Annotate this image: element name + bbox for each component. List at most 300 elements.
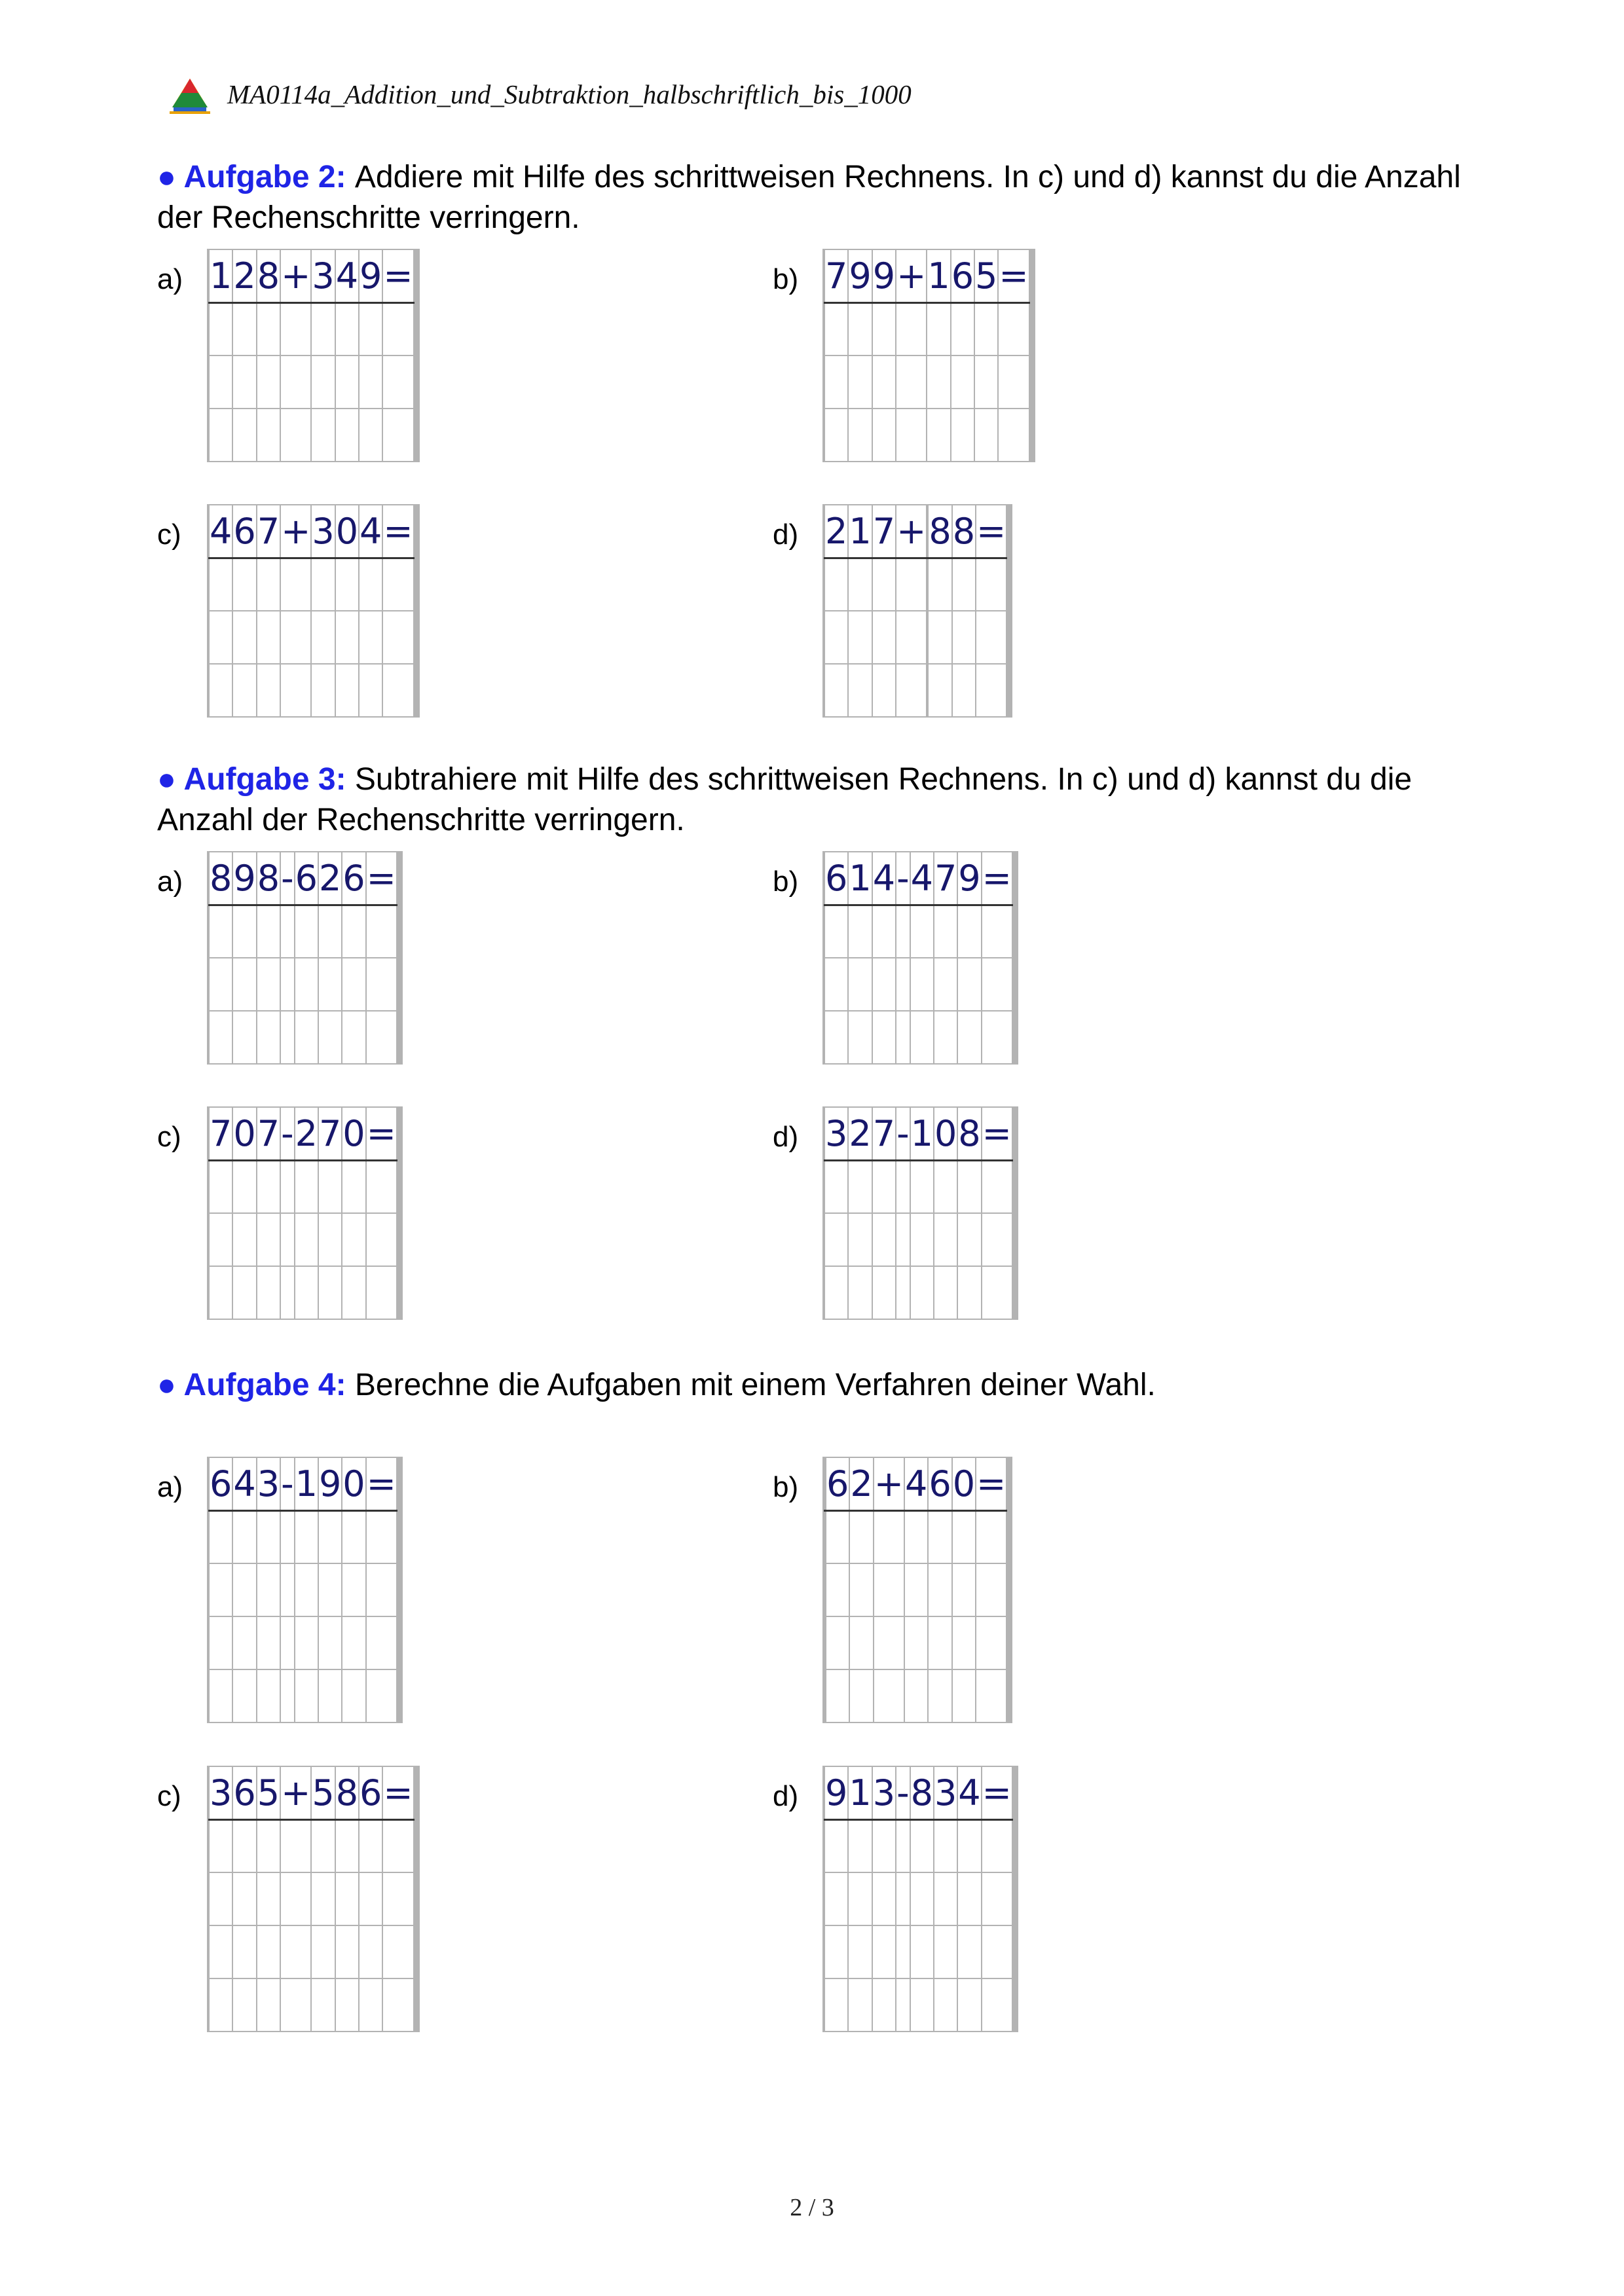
answer-cell[interactable]: [209, 664, 232, 717]
answer-cell[interactable]: [232, 611, 256, 664]
answer-cell[interactable]: [848, 1266, 872, 1319]
answer-cell[interactable]: [232, 958, 256, 1011]
answer-cell[interactable]: [280, 1011, 295, 1064]
answer-cell[interactable]: [928, 664, 951, 717]
answer-cell[interactable]: [232, 664, 256, 717]
answer-cell[interactable]: [335, 611, 359, 664]
answer-cell[interactable]: [824, 1160, 848, 1213]
answer-cell[interactable]: [998, 409, 1029, 462]
answer-cell[interactable]: [257, 611, 280, 664]
answer-cell[interactable]: [849, 1669, 873, 1722]
answer-cell[interactable]: [1033, 249, 1035, 302]
answer-cell[interactable]: [366, 1510, 397, 1563]
answer-cell[interactable]: [366, 1266, 397, 1319]
answer-cell[interactable]: [366, 1616, 397, 1669]
answer-cell[interactable]: [874, 1616, 904, 1669]
answer-cell[interactable]: [982, 1266, 1012, 1319]
answer-cell[interactable]: [874, 1563, 904, 1616]
answer-cell[interactable]: [366, 1213, 397, 1266]
answer-cell[interactable]: [280, 558, 311, 611]
answer-cell[interactable]: [824, 1872, 848, 1925]
answer-cell[interactable]: [951, 302, 974, 355]
answer-cell[interactable]: [318, 1266, 342, 1319]
answer-cell[interactable]: [257, 1213, 280, 1266]
answer-cell[interactable]: [957, 1819, 981, 1872]
answer-cell[interactable]: [280, 409, 311, 462]
answer-cell[interactable]: [311, 1978, 335, 2032]
answer-cell[interactable]: [826, 1563, 849, 1616]
answer-cell[interactable]: [401, 905, 402, 958]
answer-cell[interactable]: [896, 664, 927, 717]
answer-cell[interactable]: [318, 1563, 342, 1616]
answer-cell[interactable]: [318, 1213, 342, 1266]
answer-cell[interactable]: [401, 1616, 402, 1669]
answer-cell[interactable]: [366, 1160, 397, 1213]
answer-cell[interactable]: [848, 1819, 872, 1872]
answer-cell[interactable]: [872, 1213, 896, 1266]
answer-cell[interactable]: [318, 1160, 342, 1213]
answer-cell[interactable]: [934, 1819, 957, 1872]
answer-cell[interactable]: [311, 1819, 335, 1872]
answer-cell[interactable]: [232, 409, 256, 462]
answer-cell[interactable]: [952, 611, 976, 664]
answer-cell[interactable]: [928, 1510, 951, 1563]
answer-cell[interactable]: [401, 1510, 402, 1563]
answer-cell[interactable]: [232, 558, 256, 611]
answer-cell[interactable]: [934, 1160, 957, 1213]
answer-cell[interactable]: [872, 958, 896, 1011]
answer-cell[interactable]: [209, 1563, 232, 1616]
answer-cell[interactable]: [295, 905, 318, 958]
answer-cell[interactable]: [359, 1925, 382, 1978]
answer-cell[interactable]: [872, 1160, 896, 1213]
answer-cell[interactable]: [1016, 1107, 1018, 1160]
answer-cell[interactable]: [311, 1925, 335, 1978]
answer-cell[interactable]: [257, 1819, 280, 1872]
answer-cell[interactable]: [1010, 664, 1012, 717]
answer-cell[interactable]: [335, 1872, 359, 1925]
answer-cell[interactable]: [342, 1563, 365, 1616]
answer-cell[interactable]: [896, 1011, 910, 1064]
answer-cell[interactable]: [976, 558, 1006, 611]
answer-cell[interactable]: [872, 409, 896, 462]
answer-cell[interactable]: [934, 1872, 957, 1925]
answer-cell[interactable]: [359, 611, 382, 664]
answer-cell[interactable]: [280, 1160, 295, 1213]
answer-cell[interactable]: [295, 1669, 318, 1722]
answer-cell[interactable]: [896, 611, 927, 664]
answer-cell[interactable]: [280, 302, 311, 355]
answer-cell[interactable]: [872, 664, 896, 717]
answer-cell[interactable]: [280, 1872, 311, 1925]
answer-cell[interactable]: [848, 302, 872, 355]
answer-cell[interactable]: [401, 1213, 402, 1266]
answer-cell[interactable]: [982, 1872, 1012, 1925]
answer-cell[interactable]: [257, 1160, 280, 1213]
answer-cell[interactable]: [257, 1616, 280, 1669]
answer-cell[interactable]: [342, 1510, 365, 1563]
answer-cell[interactable]: [824, 664, 848, 717]
answer-cell[interactable]: [382, 664, 413, 717]
answer-cell[interactable]: [1010, 1563, 1012, 1616]
answer-cell[interactable]: [209, 1266, 232, 1319]
answer-cell[interactable]: [418, 1766, 419, 1819]
answer-cell[interactable]: [904, 1616, 928, 1669]
answer-cell[interactable]: [872, 1925, 896, 1978]
answer-cell[interactable]: [359, 558, 382, 611]
answer-cell[interactable]: [257, 558, 280, 611]
answer-cell[interactable]: [976, 611, 1006, 664]
answer-cell[interactable]: [910, 905, 934, 958]
answer-cell[interactable]: [418, 1819, 419, 1872]
answer-cell[interactable]: [257, 1669, 280, 1722]
answer-cell[interactable]: [957, 1925, 981, 1978]
answer-cell[interactable]: [848, 1925, 872, 1978]
answer-cell[interactable]: [366, 1669, 397, 1722]
answer-cell[interactable]: [257, 1510, 280, 1563]
answer-cell[interactable]: [874, 1669, 904, 1722]
answer-cell[interactable]: [824, 611, 848, 664]
answer-cell[interactable]: [1016, 1872, 1018, 1925]
answer-cell[interactable]: [280, 1266, 295, 1319]
answer-cell[interactable]: [257, 302, 280, 355]
answer-cell[interactable]: [848, 664, 872, 717]
answer-cell[interactable]: [280, 1978, 311, 2032]
answer-cell[interactable]: [209, 302, 232, 355]
answer-cell[interactable]: [934, 958, 957, 1011]
answer-cell[interactable]: [1010, 505, 1012, 558]
answer-cell[interactable]: [896, 905, 910, 958]
answer-cell[interactable]: [232, 302, 256, 355]
answer-cell[interactable]: [928, 1616, 951, 1669]
answer-cell[interactable]: [295, 1266, 318, 1319]
answer-cell[interactable]: [418, 558, 419, 611]
answer-cell[interactable]: [952, 558, 976, 611]
answer-cell[interactable]: [366, 1563, 397, 1616]
answer-cell[interactable]: [280, 958, 295, 1011]
answer-cell[interactable]: [232, 1616, 256, 1669]
answer-cell[interactable]: [848, 905, 872, 958]
answer-cell[interactable]: [280, 611, 311, 664]
answer-cell[interactable]: [418, 1872, 419, 1925]
answer-cell[interactable]: [232, 1872, 256, 1925]
answer-cell[interactable]: [209, 905, 232, 958]
answer-cell[interactable]: [311, 355, 335, 409]
answer-cell[interactable]: [342, 1669, 365, 1722]
answer-cell[interactable]: [335, 1925, 359, 1978]
answer-cell[interactable]: [335, 409, 359, 462]
answer-cell[interactable]: [957, 905, 981, 958]
answer-cell[interactable]: [232, 1213, 256, 1266]
answer-cell[interactable]: [927, 302, 950, 355]
answer-cell[interactable]: [896, 302, 927, 355]
answer-cell[interactable]: [209, 611, 232, 664]
answer-cell[interactable]: [257, 355, 280, 409]
answer-cell[interactable]: [418, 1978, 419, 2032]
answer-cell[interactable]: [824, 1213, 848, 1266]
answer-cell[interactable]: [335, 1978, 359, 2032]
answer-cell[interactable]: [232, 1011, 256, 1064]
answer-cell[interactable]: [209, 558, 232, 611]
answer-cell[interactable]: [976, 1616, 1006, 1669]
answer-cell[interactable]: [342, 905, 365, 958]
answer-cell[interactable]: [957, 1213, 981, 1266]
answer-cell[interactable]: [1016, 1160, 1018, 1213]
answer-cell[interactable]: [209, 958, 232, 1011]
answer-cell[interactable]: [1010, 1669, 1012, 1722]
answer-cell[interactable]: [209, 1978, 232, 2032]
answer-cell[interactable]: [342, 958, 365, 1011]
answer-cell[interactable]: [311, 558, 335, 611]
answer-cell[interactable]: [232, 905, 256, 958]
answer-cell[interactable]: [957, 1160, 981, 1213]
answer-cell[interactable]: [382, 302, 413, 355]
answer-cell[interactable]: [952, 1669, 976, 1722]
answer-cell[interactable]: [824, 409, 848, 462]
answer-cell[interactable]: [1033, 355, 1035, 409]
answer-cell[interactable]: [872, 905, 896, 958]
answer-cell[interactable]: [1010, 611, 1012, 664]
answer-cell[interactable]: [359, 409, 382, 462]
answer-cell[interactable]: [1016, 1819, 1018, 1872]
answer-cell[interactable]: [824, 1011, 848, 1064]
answer-cell[interactable]: [366, 905, 397, 958]
answer-cell[interactable]: [401, 852, 402, 905]
answer-cell[interactable]: [1016, 1978, 1018, 2032]
answer-cell[interactable]: [1016, 958, 1018, 1011]
answer-cell[interactable]: [982, 1978, 1012, 2032]
answer-cell[interactable]: [232, 1819, 256, 1872]
answer-cell[interactable]: [318, 958, 342, 1011]
answer-cell[interactable]: [849, 1563, 873, 1616]
answer-cell[interactable]: [824, 355, 848, 409]
answer-cell[interactable]: [342, 1213, 365, 1266]
answer-cell[interactable]: [257, 1266, 280, 1319]
answer-cell[interactable]: [1010, 558, 1012, 611]
answer-cell[interactable]: [209, 1616, 232, 1669]
answer-cell[interactable]: [927, 355, 950, 409]
answer-cell[interactable]: [934, 1011, 957, 1064]
answer-cell[interactable]: [872, 1266, 896, 1319]
answer-cell[interactable]: [849, 1616, 873, 1669]
answer-cell[interactable]: [934, 1266, 957, 1319]
answer-cell[interactable]: [232, 1160, 256, 1213]
answer-cell[interactable]: [896, 1213, 910, 1266]
answer-cell[interactable]: [401, 1266, 402, 1319]
answer-cell[interactable]: [418, 505, 419, 558]
answer-cell[interactable]: [910, 1011, 934, 1064]
answer-cell[interactable]: [976, 1669, 1006, 1722]
answer-cell[interactable]: [295, 1213, 318, 1266]
answer-cell[interactable]: [982, 1213, 1012, 1266]
answer-cell[interactable]: [382, 1925, 413, 1978]
answer-cell[interactable]: [910, 1925, 934, 1978]
answer-cell[interactable]: [910, 1978, 934, 2032]
answer-cell[interactable]: [952, 1616, 976, 1669]
answer-cell[interactable]: [824, 1266, 848, 1319]
answer-cell[interactable]: [318, 1669, 342, 1722]
answer-cell[interactable]: [257, 664, 280, 717]
answer-cell[interactable]: [401, 1107, 402, 1160]
answer-cell[interactable]: [824, 958, 848, 1011]
answer-cell[interactable]: [896, 409, 927, 462]
answer-cell[interactable]: [952, 664, 976, 717]
answer-cell[interactable]: [401, 1011, 402, 1064]
answer-cell[interactable]: [280, 905, 295, 958]
answer-cell[interactable]: [1016, 1766, 1018, 1819]
answer-cell[interactable]: [928, 611, 951, 664]
answer-cell[interactable]: [872, 302, 896, 355]
answer-cell[interactable]: [311, 1872, 335, 1925]
answer-cell[interactable]: [232, 1266, 256, 1319]
answer-cell[interactable]: [335, 355, 359, 409]
answer-cell[interactable]: [342, 1616, 365, 1669]
answer-cell[interactable]: [280, 1669, 295, 1722]
answer-cell[interactable]: [335, 302, 359, 355]
answer-cell[interactable]: [957, 958, 981, 1011]
answer-cell[interactable]: [934, 1925, 957, 1978]
answer-cell[interactable]: [1033, 302, 1035, 355]
answer-cell[interactable]: [342, 1160, 365, 1213]
answer-cell[interactable]: [335, 558, 359, 611]
answer-cell[interactable]: [257, 1978, 280, 2032]
answer-cell[interactable]: [382, 409, 413, 462]
answer-cell[interactable]: [359, 1872, 382, 1925]
answer-cell[interactable]: [957, 1011, 981, 1064]
answer-cell[interactable]: [824, 1925, 848, 1978]
answer-cell[interactable]: [232, 355, 256, 409]
answer-cell[interactable]: [382, 1872, 413, 1925]
answer-cell[interactable]: [848, 1011, 872, 1064]
answer-cell[interactable]: [401, 1563, 402, 1616]
answer-cell[interactable]: [382, 355, 413, 409]
answer-cell[interactable]: [280, 1616, 295, 1669]
answer-cell[interactable]: [974, 355, 998, 409]
answer-cell[interactable]: [848, 1872, 872, 1925]
answer-cell[interactable]: [976, 1510, 1006, 1563]
answer-cell[interactable]: [826, 1510, 849, 1563]
answer-cell[interactable]: [951, 409, 974, 462]
answer-cell[interactable]: [232, 1669, 256, 1722]
answer-cell[interactable]: [295, 1616, 318, 1669]
answer-cell[interactable]: [904, 1669, 928, 1722]
answer-cell[interactable]: [934, 1978, 957, 2032]
answer-cell[interactable]: [311, 664, 335, 717]
answer-cell[interactable]: [232, 1925, 256, 1978]
answer-cell[interactable]: [209, 1011, 232, 1064]
answer-cell[interactable]: [295, 1563, 318, 1616]
answer-cell[interactable]: [232, 1563, 256, 1616]
answer-cell[interactable]: [382, 1819, 413, 1872]
answer-cell[interactable]: [280, 664, 311, 717]
answer-cell[interactable]: [904, 1510, 928, 1563]
answer-cell[interactable]: [982, 1011, 1012, 1064]
answer-cell[interactable]: [318, 1510, 342, 1563]
answer-cell[interactable]: [418, 249, 419, 302]
answer-cell[interactable]: [311, 409, 335, 462]
answer-cell[interactable]: [280, 1819, 311, 1872]
answer-cell[interactable]: [295, 1160, 318, 1213]
answer-cell[interactable]: [928, 1669, 951, 1722]
answer-cell[interactable]: [1016, 852, 1018, 905]
answer-cell[interactable]: [824, 558, 848, 611]
answer-cell[interactable]: [280, 1925, 311, 1978]
answer-cell[interactable]: [1033, 409, 1035, 462]
answer-cell[interactable]: [257, 1563, 280, 1616]
answer-cell[interactable]: [951, 355, 974, 409]
answer-cell[interactable]: [849, 1510, 873, 1563]
answer-cell[interactable]: [382, 558, 413, 611]
answer-cell[interactable]: [209, 1213, 232, 1266]
answer-cell[interactable]: [872, 1872, 896, 1925]
answer-cell[interactable]: [318, 1011, 342, 1064]
answer-cell[interactable]: [232, 1978, 256, 2032]
answer-cell[interactable]: [382, 1978, 413, 2032]
answer-cell[interactable]: [1016, 1213, 1018, 1266]
answer-cell[interactable]: [1010, 1616, 1012, 1669]
answer-cell[interactable]: [976, 1563, 1006, 1616]
answer-cell[interactable]: [952, 1510, 976, 1563]
answer-cell[interactable]: [910, 1872, 934, 1925]
answer-cell[interactable]: [872, 611, 896, 664]
answer-cell[interactable]: [952, 1563, 976, 1616]
answer-cell[interactable]: [280, 355, 311, 409]
answer-cell[interactable]: [928, 1563, 951, 1616]
answer-cell[interactable]: [872, 1011, 896, 1064]
answer-cell[interactable]: [209, 1872, 232, 1925]
answer-cell[interactable]: [896, 958, 910, 1011]
answer-cell[interactable]: [1010, 1510, 1012, 1563]
answer-cell[interactable]: [401, 1669, 402, 1722]
answer-cell[interactable]: [976, 664, 1006, 717]
answer-cell[interactable]: [998, 302, 1029, 355]
answer-cell[interactable]: [1016, 1925, 1018, 1978]
answer-cell[interactable]: [342, 1011, 365, 1064]
answer-cell[interactable]: [896, 1978, 910, 2032]
answer-cell[interactable]: [1016, 905, 1018, 958]
answer-cell[interactable]: [359, 1819, 382, 1872]
answer-cell[interactable]: [982, 1925, 1012, 1978]
answer-cell[interactable]: [257, 409, 280, 462]
answer-cell[interactable]: [335, 1819, 359, 1872]
answer-cell[interactable]: [209, 1925, 232, 1978]
answer-cell[interactable]: [257, 1872, 280, 1925]
answer-cell[interactable]: [826, 1669, 849, 1722]
answer-cell[interactable]: [910, 1266, 934, 1319]
answer-cell[interactable]: [982, 1819, 1012, 1872]
answer-cell[interactable]: [280, 1563, 295, 1616]
answer-cell[interactable]: [209, 409, 232, 462]
answer-cell[interactable]: [910, 1213, 934, 1266]
answer-cell[interactable]: [896, 1872, 910, 1925]
answer-cell[interactable]: [957, 1978, 981, 2032]
answer-cell[interactable]: [872, 355, 896, 409]
answer-cell[interactable]: [335, 664, 359, 717]
answer-cell[interactable]: [401, 1457, 402, 1510]
answer-cell[interactable]: [927, 409, 950, 462]
answer-cell[interactable]: [295, 1011, 318, 1064]
answer-cell[interactable]: [418, 611, 419, 664]
answer-cell[interactable]: [910, 1819, 934, 1872]
answer-cell[interactable]: [824, 1978, 848, 2032]
answer-cell[interactable]: [848, 1213, 872, 1266]
answer-cell[interactable]: [359, 664, 382, 717]
answer-cell[interactable]: [896, 1160, 910, 1213]
answer-cell[interactable]: [418, 1925, 419, 1978]
answer-cell[interactable]: [295, 1510, 318, 1563]
answer-cell[interactable]: [874, 1510, 904, 1563]
answer-cell[interactable]: [848, 355, 872, 409]
